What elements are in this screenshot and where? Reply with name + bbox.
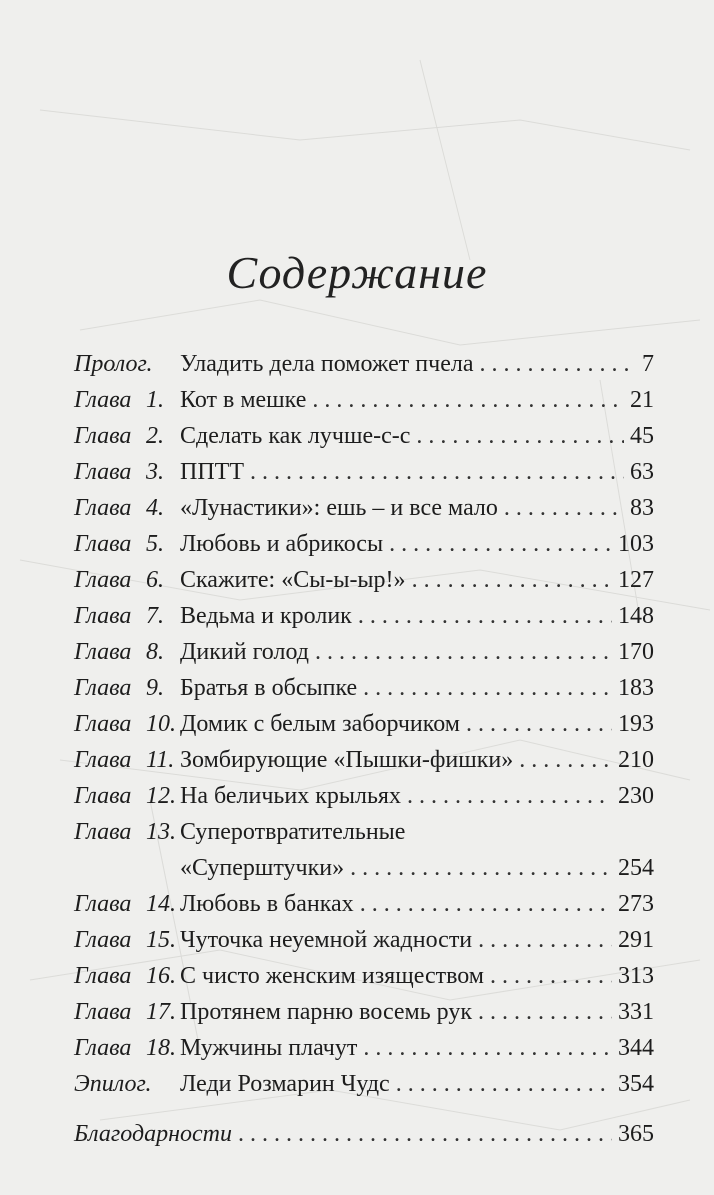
entry-page-number: 7: [642, 351, 654, 377]
entry-title: Скажите: «Сы-ы-ыр!»: [180, 567, 406, 593]
entry-page-number: 230: [618, 783, 654, 809]
entry-page-number: 273: [618, 891, 654, 917]
leader-dots: [360, 886, 612, 922]
entry-page-number: 21: [630, 387, 654, 413]
entry-page-number: 254: [618, 855, 654, 881]
entry-chapter-number: 7.: [146, 603, 164, 629]
entry-label-word: Глава: [74, 963, 132, 989]
leader-dots: [396, 1066, 612, 1102]
page-title: Содержание: [226, 247, 488, 298]
entry-label-word: Глава: [74, 567, 132, 593]
entry-label: [74, 526, 164, 562]
entry-title: Сделать как лучше-с-с: [180, 423, 411, 449]
toc-entry: [74, 1030, 654, 1066]
entry-page-number: 210: [618, 747, 654, 773]
entry-label-word: Глава: [74, 531, 132, 557]
entry-label-word: Глава: [74, 387, 132, 413]
entry-chapter-number: 10.: [146, 711, 176, 737]
toc-entry: [74, 706, 654, 742]
entry-label-word: Глава: [74, 1035, 132, 1061]
entry-title: Кот в мешке: [180, 387, 307, 413]
toc-entry: [74, 670, 654, 706]
entry-page-number: 83: [630, 495, 654, 521]
entry-page-number: 313: [618, 963, 654, 989]
entry-title: «Лунастики»: ешь – и все мало: [180, 495, 498, 521]
leader-dots: [350, 850, 612, 886]
entry-label: [74, 382, 164, 418]
toc-entry: [74, 814, 654, 886]
entry-label: [74, 706, 176, 742]
entry-title: Зомбирующие «Пышки-фишки»: [180, 747, 514, 773]
leader-dots: [363, 670, 612, 706]
toc-entry: [74, 526, 654, 562]
entry-label: [74, 886, 176, 922]
entry-label: [74, 670, 164, 706]
leader-dots: [490, 958, 612, 994]
entry-page-number: 354: [618, 1071, 654, 1097]
entry-label-word: Глава: [74, 927, 132, 953]
leader-dots: [478, 994, 612, 1030]
leader-dots: [466, 706, 612, 742]
entry-title: Братья в обсыпке: [180, 675, 358, 701]
toc-entry: [74, 886, 654, 922]
entry-label-word: Глава: [74, 459, 132, 485]
entry-label: [74, 778, 176, 814]
entry-page-number: 148: [618, 603, 654, 629]
entry-label-word: Глава: [74, 999, 132, 1025]
toc-entry: [74, 994, 654, 1030]
entry-label: [74, 634, 164, 670]
entry-page-number: 45: [630, 423, 654, 449]
entry-label-word: Глава: [74, 675, 132, 701]
leader-dots: [358, 598, 612, 634]
toc-entry: [74, 922, 654, 958]
acknowledgements-label: Благодарности: [74, 1121, 232, 1147]
entry-label: [74, 454, 164, 490]
leader-dots: [504, 490, 624, 526]
entry-label: [74, 958, 176, 994]
entry-page-number: 193: [618, 711, 654, 737]
leader-dots: [407, 778, 612, 814]
toc-entry: [74, 598, 654, 634]
entry-chapter-number: 1.: [146, 387, 164, 413]
entry-label-word: Пролог.: [74, 351, 153, 377]
entry-title: Мужчины плачут: [180, 1035, 358, 1061]
entry-page-number: 170: [618, 639, 654, 665]
entry-title: Ведьма и кролик: [180, 603, 352, 629]
leader-dots: [389, 526, 612, 562]
toc-entry: [74, 1066, 654, 1102]
entry-label-word: Глава: [74, 639, 132, 665]
entry-chapter-number: 16.: [146, 963, 176, 989]
entry-chapter-number: 18.: [146, 1035, 176, 1061]
entry-title: На беличьих крыльях: [180, 783, 401, 809]
entry-title: Суперотвратительные: [180, 819, 406, 845]
entry-title: Дикий голод: [180, 639, 309, 665]
leader-dots: [479, 346, 636, 382]
toc-entry: [74, 634, 654, 670]
entry-label: [74, 598, 164, 634]
entry-title: Любовь и абрикосы: [180, 531, 384, 557]
entry-title-continued: «Суперштучки»: [180, 855, 345, 881]
entry-page-number: 344: [618, 1035, 654, 1061]
toc-entry: [74, 778, 654, 814]
acknowledgements-page-number: 365: [618, 1121, 654, 1147]
entry-chapter-number: 3.: [146, 459, 164, 485]
leader-dots: [238, 1116, 612, 1152]
leader-dots: [363, 1030, 612, 1066]
leader-dots: [312, 382, 624, 418]
leader-dots: [416, 418, 624, 454]
entry-page-number: 127: [618, 567, 654, 593]
leader-dots: [315, 634, 612, 670]
entry-label: [74, 814, 176, 850]
toc-entry: [74, 742, 654, 778]
entry-chapter-number: 9.: [146, 675, 164, 701]
entry-chapter-number: 5.: [146, 531, 164, 557]
toc-entry: [74, 382, 654, 418]
entry-title: Домик с белым заборчиком: [180, 711, 460, 737]
entry-chapter-number: 2.: [146, 423, 164, 449]
leader-dots: [478, 922, 612, 958]
entry-label: [74, 1066, 152, 1102]
leader-dots: [250, 454, 624, 490]
entry-chapter-number: 12.: [146, 783, 176, 809]
entry-page-number: 183: [618, 675, 654, 701]
entry-page-number: 291: [618, 927, 654, 953]
entry-label: [74, 922, 176, 958]
entry-page-number: 103: [618, 531, 654, 557]
toc-entry-acknowledgements: [74, 1116, 654, 1152]
toc-entry: [74, 454, 654, 490]
entry-chapter-number: 14.: [146, 891, 176, 917]
entry-title: С чисто женским изяществом: [180, 963, 484, 989]
entry-label: [74, 994, 176, 1030]
entry-title: Любовь в банках: [180, 891, 354, 917]
entry-chapter-number: 6.: [146, 567, 164, 593]
entry-chapter-number: 11.: [146, 747, 175, 773]
entry-title: Чуточка неуемной жадности: [180, 927, 473, 953]
entry-label-word: Эпилог.: [74, 1071, 152, 1097]
toc-entry: [74, 958, 654, 994]
entry-label: [74, 742, 175, 778]
entry-title: ППТТ: [180, 459, 244, 485]
entry-label-word: Глава: [74, 819, 132, 845]
entry-label: [74, 1030, 176, 1066]
entry-label-word: Глава: [74, 495, 132, 521]
entry-label-word: Глава: [74, 423, 132, 449]
entry-chapter-number: 15.: [146, 927, 176, 953]
entry-title: Уладить дела поможет пчела: [180, 351, 474, 377]
entry-label-word: Глава: [74, 711, 132, 737]
toc-entry: [74, 346, 654, 382]
entry-page-number: 63: [630, 459, 654, 485]
leader-dots: [519, 742, 612, 778]
table-of-contents: [74, 346, 654, 1152]
entry-chapter-number: 4.: [146, 495, 164, 521]
entry-chapter-number: 13.: [146, 819, 176, 845]
leader-dots: [412, 562, 612, 598]
toc-gap: [74, 1102, 654, 1116]
entry-label-word: Глава: [74, 783, 132, 809]
entry-chapter-number: 17.: [146, 999, 176, 1025]
entry-chapter-number: 8.: [146, 639, 164, 665]
entry-label: [74, 562, 164, 598]
entry-label: [74, 490, 164, 526]
toc-entry: [74, 418, 654, 454]
entry-label-word: Глава: [74, 747, 132, 773]
entry-title: Леди Розмарин Чудс: [180, 1071, 390, 1097]
entry-label: [74, 346, 153, 382]
entry-label-word: Глава: [74, 891, 132, 917]
entry-title: Протянем парню восемь рук: [180, 999, 473, 1025]
toc-entry: [74, 562, 654, 598]
entry-label-word: Глава: [74, 603, 132, 629]
entry-label: [74, 418, 164, 454]
toc-entry: [74, 490, 654, 526]
entry-page-number: 331: [618, 999, 654, 1025]
